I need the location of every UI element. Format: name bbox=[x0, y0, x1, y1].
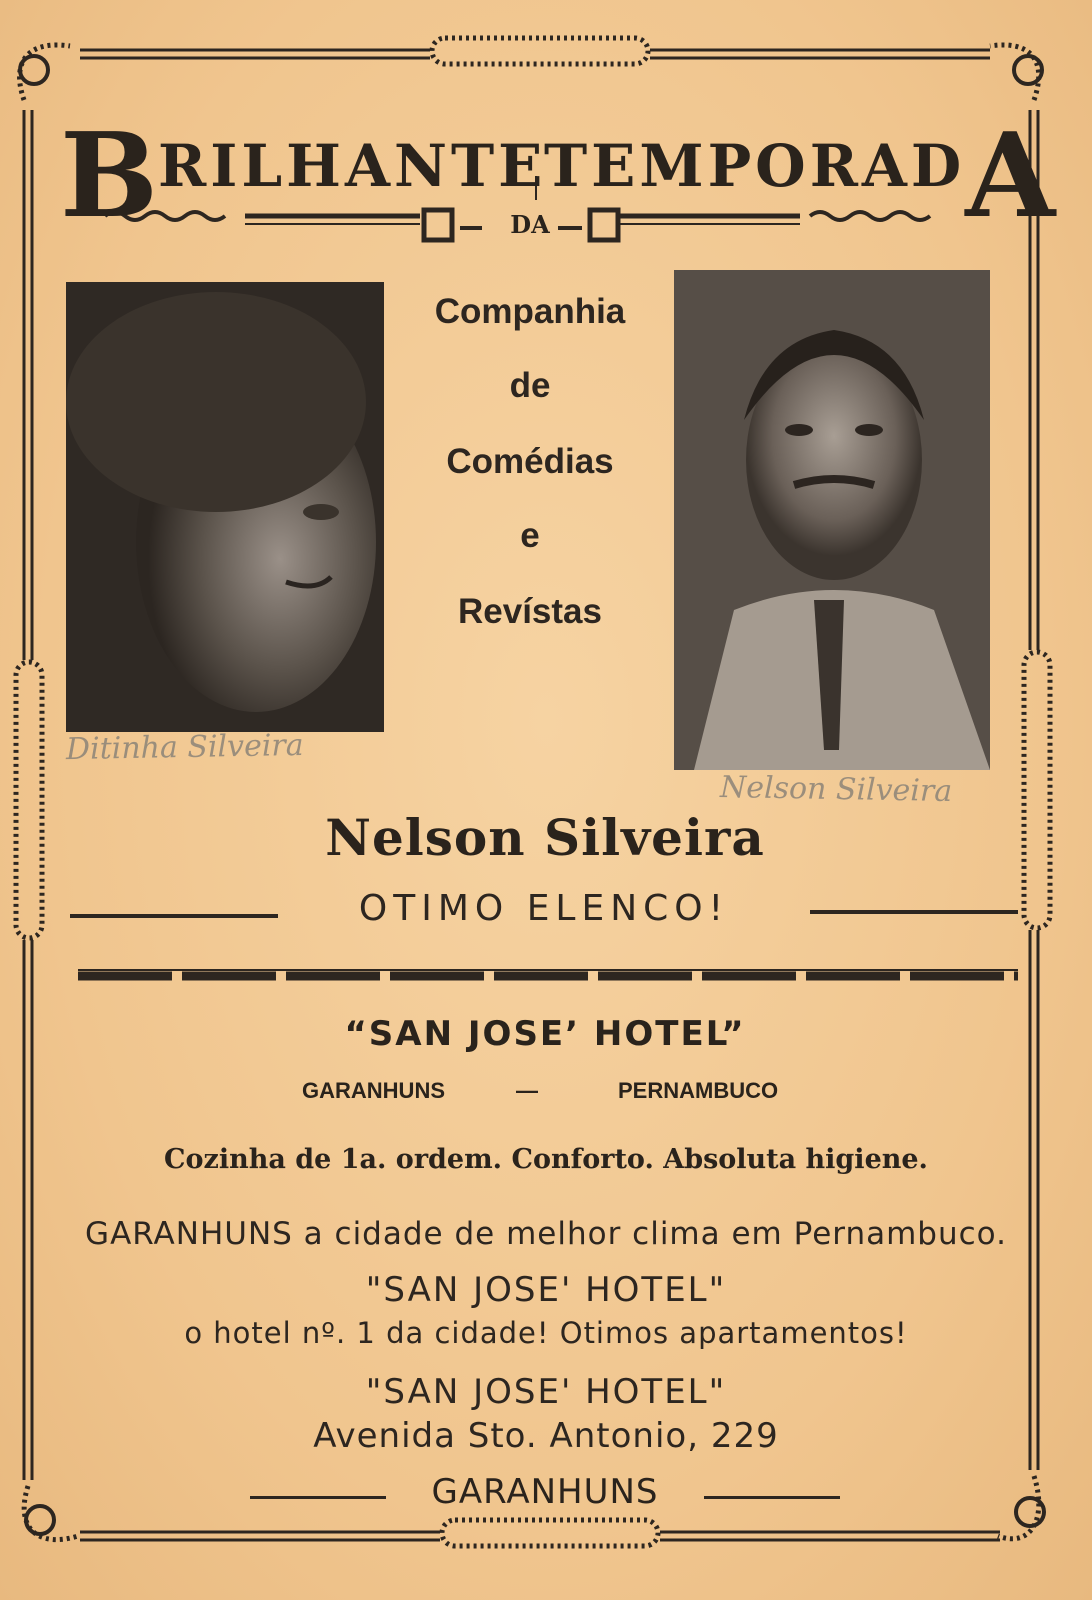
company-line-5: Revístas bbox=[458, 592, 602, 631]
company-line-4: e bbox=[520, 516, 540, 555]
poster-title bbox=[60, 86, 1056, 244]
photo-actor bbox=[674, 270, 990, 770]
hotel-features: Cozinha de 1a. ordem. Conforto. Absoluta higiene. bbox=[164, 1144, 928, 1175]
photo-actress bbox=[66, 282, 384, 732]
connector-row bbox=[100, 206, 960, 246]
star-name: Nelson Silveira bbox=[325, 808, 765, 867]
actor-portrait-illustration bbox=[674, 270, 990, 770]
actress-portrait-illustration bbox=[66, 282, 384, 732]
title-word-temporada: TEMPORADA bbox=[544, 108, 1056, 244]
city-slogan: GARANHUNS a cidade de melhor clima em Pernambuco. bbox=[85, 1216, 1007, 1252]
title-word-brilhante: BRILHANTE bbox=[60, 108, 547, 244]
tagline-row bbox=[70, 888, 1018, 938]
connector-da: DA bbox=[510, 210, 550, 239]
hotel-address: Avenida Sto. Antonio, 229 bbox=[313, 1416, 779, 1456]
hotel-city: GARANHUNS bbox=[302, 1078, 445, 1103]
hotel-claim: o hotel nº. 1 da cidade! Otimos apartamentos! bbox=[184, 1316, 908, 1350]
footer-rule-left bbox=[250, 1496, 386, 1499]
hotel-state: PERNAMBUCO bbox=[618, 1078, 779, 1103]
tagline-rule-right bbox=[810, 910, 1018, 914]
tagline-rule-left bbox=[70, 914, 278, 918]
footer-row bbox=[250, 1472, 840, 1522]
hotel-title: “SAN JOSE’ HOTEL” bbox=[344, 1014, 746, 1054]
company-line-2: de bbox=[509, 366, 551, 405]
company-line-3: Comédias bbox=[446, 442, 614, 481]
footer-rule-right bbox=[704, 1496, 840, 1499]
tagline-text: OTIMO ELENCO! bbox=[358, 888, 730, 929]
signature-ditinha: Ditinha Silveira bbox=[65, 727, 304, 768]
hotel-name-repeat-2: "SAN JOSE' HOTEL" bbox=[365, 1372, 727, 1412]
signature-nelson: Nelson Silveira bbox=[719, 769, 953, 810]
hotel-location-separator: — bbox=[516, 1078, 538, 1103]
company-line-1: Companhia bbox=[434, 292, 626, 331]
footer-city: GARANHUNS bbox=[431, 1472, 659, 1512]
hotel-name-repeat-1: "SAN JOSE' HOTEL" bbox=[365, 1270, 727, 1310]
